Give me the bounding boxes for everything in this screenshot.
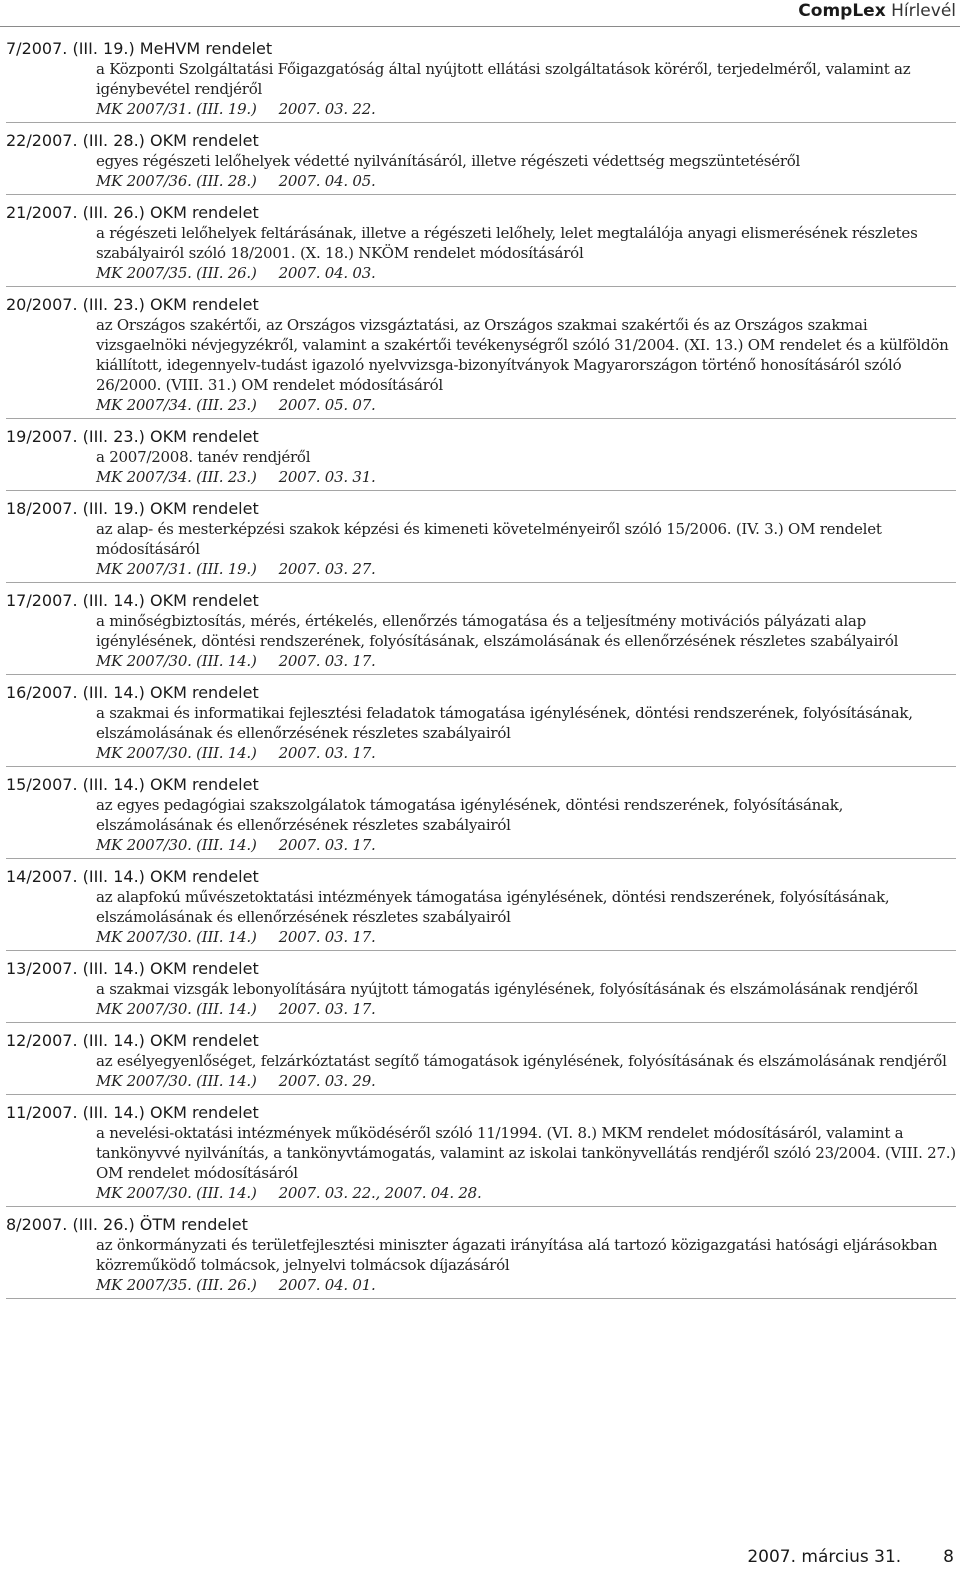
regulation-title: 15/2007. (III. 14.) OKM rendelet bbox=[6, 775, 259, 794]
header-divider bbox=[0, 26, 960, 27]
regulation-description: a minőségbiztosítás, mérés, értékelés, ellenőrzés támogatása és a teljesítmény motivációs pályázati alap igénylésének, döntési rendszerének, folyósításának, elszámolásának és ellenőrzésének részletes szabályairól bbox=[96, 612, 899, 650]
regulation-title: 20/2007. (III. 23.) OKM rendelet bbox=[6, 295, 259, 314]
regulation-description: egyes régészeti lelőhelyek védetté nyilvánításáról, illetve régészeti védettség megszüntetéséről bbox=[96, 152, 801, 170]
brand-name: CompLex bbox=[798, 1, 886, 21]
effective-date: 2007. 03. 17. bbox=[278, 836, 376, 854]
regulation-entry bbox=[6, 866, 956, 951]
effective-date: 2007. 03. 22., 2007. 04. 28. bbox=[278, 1184, 482, 1202]
official-gazette-reference bbox=[96, 171, 956, 191]
gazette-issue: MK 2007/35. (III. 26.) bbox=[96, 1276, 257, 1294]
effective-date: 2007. 03. 17. bbox=[278, 744, 376, 762]
regulation-description: az Országos szakértői, az Országos vizsgáztatási, az Országos szakmai szakértői és az Országos szakmai vizsgaelnöki névjegyzékről, valamint a szakértői tevékenységről szóló 31/2004. (XI. 13.) OM rendelet és a külföldön kiállított, idegennyelv-tudást igazoló nyelvvizsga-bizonyítványok Magyarországon történő honosításáról szóló 26/2000. (VIII. 31.) OM rendelet módosításáról bbox=[96, 316, 949, 394]
regulation-entry bbox=[6, 1214, 956, 1299]
regulation-entry bbox=[6, 38, 956, 123]
official-gazette-reference bbox=[96, 927, 956, 947]
gazette-issue: MK 2007/30. (III. 14.) bbox=[96, 1184, 257, 1202]
regulation-entry bbox=[6, 1030, 956, 1095]
regulation-description: a Központi Szolgáltatási Főigazgatóság által nyújtott ellátási szolgáltatások köréről, terjedelméről, valamint az igénybevétel rendjéről bbox=[96, 60, 911, 98]
regulation-title: 16/2007. (III. 14.) OKM rendelet bbox=[6, 683, 259, 702]
official-gazette-reference bbox=[96, 1071, 956, 1091]
gazette-issue: MK 2007/34. (III. 23.) bbox=[96, 468, 257, 486]
page-number: 8 bbox=[943, 1547, 954, 1567]
regulation-title: 17/2007. (III. 14.) OKM rendelet bbox=[6, 591, 259, 610]
effective-date: 2007. 03. 22. bbox=[278, 100, 376, 118]
effective-date: 2007. 03. 31. bbox=[278, 468, 376, 486]
regulation-list bbox=[6, 38, 956, 1306]
effective-date: 2007. 03. 17. bbox=[278, 928, 376, 946]
official-gazette-reference bbox=[96, 395, 956, 415]
regulation-body bbox=[96, 1051, 956, 1091]
regulation-description: a nevelési-oktatási intézmények működéséről szóló 11/1994. (VI. 8.) MKM rendelet módosításáról, valamint a tankönyvvé nyilvánítás, a tankönyvtámogatás, valamint az iskolai tankönyvellátás rendjéről szóló 23/2004. (VIII. 27.) OM rendelet módosításáról bbox=[96, 1124, 956, 1182]
regulation-body bbox=[96, 979, 956, 1019]
regulation-entry bbox=[6, 682, 956, 767]
effective-date: 2007. 03. 17. bbox=[278, 652, 376, 670]
regulation-description: az önkormányzati és területfejlesztési miniszter ágazati irányítása alá tartozó közigazgatási hatósági eljárásokban közreműködő tolmácsok, jelnyelvi tolmácsok díjazásáról bbox=[96, 1236, 938, 1274]
regulation-entry bbox=[6, 774, 956, 859]
gazette-issue: MK 2007/30. (III. 14.) bbox=[96, 928, 257, 946]
regulation-entry bbox=[6, 958, 956, 1023]
regulation-title: 22/2007. (III. 28.) OKM rendelet bbox=[6, 131, 259, 150]
regulation-title: 13/2007. (III. 14.) OKM rendelet bbox=[6, 959, 259, 978]
effective-date: 2007. 03. 27. bbox=[278, 560, 376, 578]
regulation-entry bbox=[6, 294, 956, 419]
regulation-body bbox=[96, 151, 956, 191]
official-gazette-reference bbox=[96, 467, 956, 487]
effective-date: 2007. 04. 05. bbox=[278, 172, 376, 190]
regulation-entry bbox=[6, 130, 956, 195]
official-gazette-reference bbox=[96, 1275, 956, 1295]
effective-date: 2007. 03. 17. bbox=[278, 1000, 376, 1018]
regulation-description: az alap- és mesterképzési szakok képzési és kimeneti követelményeiről szóló 15/2006. (IV. 3.) OM rendelet módosításáról bbox=[96, 520, 882, 558]
regulation-body bbox=[96, 519, 956, 579]
official-gazette-reference bbox=[96, 1183, 956, 1203]
gazette-issue: MK 2007/35. (III. 26.) bbox=[96, 264, 257, 282]
official-gazette-reference bbox=[96, 99, 956, 119]
regulation-title: 19/2007. (III. 23.) OKM rendelet bbox=[6, 427, 259, 446]
regulation-entry bbox=[6, 202, 956, 287]
gazette-issue: MK 2007/30. (III. 14.) bbox=[96, 744, 257, 762]
regulation-title: 21/2007. (III. 26.) OKM rendelet bbox=[6, 203, 259, 222]
page-footer bbox=[747, 1546, 954, 1568]
regulation-body bbox=[96, 447, 956, 487]
regulation-title: 7/2007. (III. 19.) MeHVM rendelet bbox=[6, 39, 273, 58]
regulation-description: az egyes pedagógiai szakszolgálatok támogatása igénylésének, döntési rendszerének, folyósításának, elszámolásának és ellenőrzésének részletes szabályairól bbox=[96, 796, 844, 834]
regulation-entry bbox=[6, 1102, 956, 1207]
regulation-body bbox=[96, 1123, 956, 1203]
regulation-description: a szakmai vizsgák lebonyolítására nyújtott támogatás igénylésének, folyósításának és elszámolásának rendjéről bbox=[96, 980, 918, 998]
official-gazette-reference bbox=[96, 999, 956, 1019]
regulation-description: a 2007/2008. tanév rendjéről bbox=[96, 448, 311, 466]
regulation-body bbox=[96, 703, 956, 763]
regulation-title: 18/2007. (III. 19.) OKM rendelet bbox=[6, 499, 259, 518]
regulation-title: 11/2007. (III. 14.) OKM rendelet bbox=[6, 1103, 259, 1122]
gazette-issue: MK 2007/30. (III. 14.) bbox=[96, 1000, 257, 1018]
official-gazette-reference bbox=[96, 263, 956, 283]
regulation-entry bbox=[6, 426, 956, 491]
gazette-issue: MK 2007/31. (III. 19.) bbox=[96, 560, 257, 578]
regulation-body bbox=[96, 223, 956, 283]
gazette-issue: MK 2007/30. (III. 14.) bbox=[96, 836, 257, 854]
publication-brand bbox=[798, 0, 956, 22]
issue-date: 2007. március 31. bbox=[747, 1547, 902, 1567]
gazette-issue: MK 2007/36. (III. 28.) bbox=[96, 172, 257, 190]
effective-date: 2007. 05. 07. bbox=[278, 396, 376, 414]
regulation-body bbox=[96, 887, 956, 947]
official-gazette-reference bbox=[96, 743, 956, 763]
regulation-entry bbox=[6, 498, 956, 583]
gazette-issue: MK 2007/30. (III. 14.) bbox=[96, 1072, 257, 1090]
regulation-body bbox=[96, 315, 956, 415]
official-gazette-reference bbox=[96, 651, 956, 671]
regulation-description: az esélyegyenlőséget, felzárkóztatást segítő támogatások igénylésének, folyósításának és elszámolásának rendjéről bbox=[96, 1052, 947, 1070]
gazette-issue: MK 2007/34. (III. 23.) bbox=[96, 396, 257, 414]
regulation-body bbox=[96, 795, 956, 855]
regulation-body bbox=[96, 1235, 956, 1295]
regulation-description: a szakmai és informatikai fejlesztési feladatok támogatása igénylésének, döntési rendszerének, folyósításának, elszámolásának és ellenőrzésének részletes szabályairól bbox=[96, 704, 913, 742]
regulation-title: 12/2007. (III. 14.) OKM rendelet bbox=[6, 1031, 259, 1050]
regulation-body bbox=[96, 59, 956, 119]
regulation-entry bbox=[6, 590, 956, 675]
regulation-title: 8/2007. (III. 26.) ÖTM rendelet bbox=[6, 1215, 248, 1234]
official-gazette-reference bbox=[96, 835, 956, 855]
gazette-issue: MK 2007/30. (III. 14.) bbox=[96, 652, 257, 670]
gazette-issue: MK 2007/31. (III. 19.) bbox=[96, 100, 257, 118]
brand-subtitle: Hírlevél bbox=[891, 1, 956, 21]
official-gazette-reference bbox=[96, 559, 956, 579]
effective-date: 2007. 04. 03. bbox=[278, 264, 376, 282]
regulation-title: 14/2007. (III. 14.) OKM rendelet bbox=[6, 867, 259, 886]
regulation-description: a régészeti lelőhelyek feltárásának, illetve a régészeti lelőhely, lelet megtalálója anyagi elismerésének részletes szabályairól szóló 18/2001. (X. 18.) NKÖM rendelet módosításáról bbox=[96, 224, 918, 262]
regulation-body bbox=[96, 611, 956, 671]
effective-date: 2007. 04. 01. bbox=[278, 1276, 376, 1294]
regulation-description: az alapfokú művészetoktatási intézmények támogatása igénylésének, döntési rendszerének, folyósításának, elszámolásának és ellenőrzésének részletes szabályairól bbox=[96, 888, 890, 926]
effective-date: 2007. 03. 29. bbox=[278, 1072, 376, 1090]
